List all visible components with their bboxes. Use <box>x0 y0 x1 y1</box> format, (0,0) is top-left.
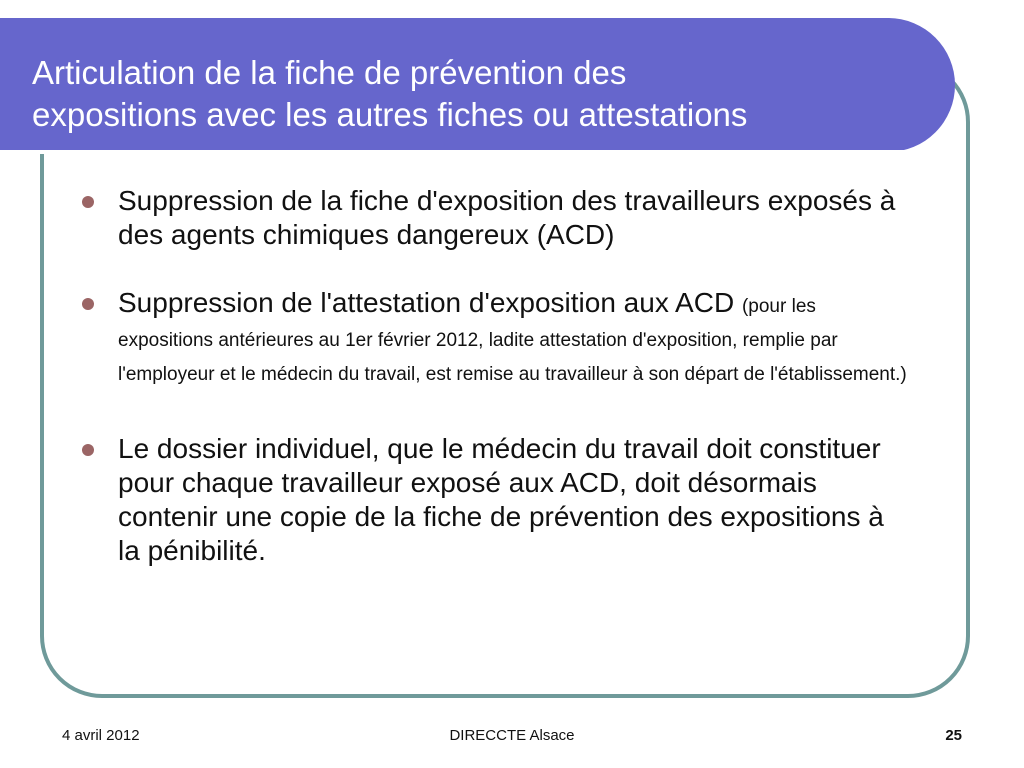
bullet-item-2 <box>82 286 912 388</box>
slide-title-line-1: Articulation de la fiche de prévention des <box>32 54 627 91</box>
bullet-text-2: Suppression de l'attestation d'exposition aux ACD <box>118 287 742 318</box>
footer-organization: DIRECCTE Alsace <box>449 727 575 744</box>
bullet-text-3: Le dossier individuel, que le médecin du travail doit constituer pour chaque travailleur exposé aux ACD, doit désormais contenir une copie de la fiche de prévention des expositions à la pénibilité. <box>118 433 884 566</box>
bullet-dot-icon <box>82 298 94 310</box>
bullet-list <box>82 184 912 592</box>
bullet-dot-icon <box>82 444 94 456</box>
bullet-item-3 <box>82 432 912 568</box>
bullet-text-1: Suppression de la fiche d'exposition des travailleurs exposés à des agents chimiques dangereux (ACD) <box>118 185 896 250</box>
title-underline <box>0 150 905 154</box>
bullet-note-2: (pour les expositions antérieures au 1er février 2012, ladite attestation d'exposition, remplie par l'employeur et le médecin du travail, est remise au travailleur à son départ de l'établissement.) <box>118 296 907 385</box>
footer-page-number: 25 <box>945 727 962 744</box>
slide-title-line-2: expositions avec les autres fiches ou attestations <box>32 96 748 133</box>
bullet-dot-icon <box>82 196 94 208</box>
title-bar <box>0 18 955 152</box>
footer-date: 4 avril 2012 <box>62 727 140 744</box>
slide-title <box>32 52 932 136</box>
bullet-item-1 <box>82 184 912 252</box>
